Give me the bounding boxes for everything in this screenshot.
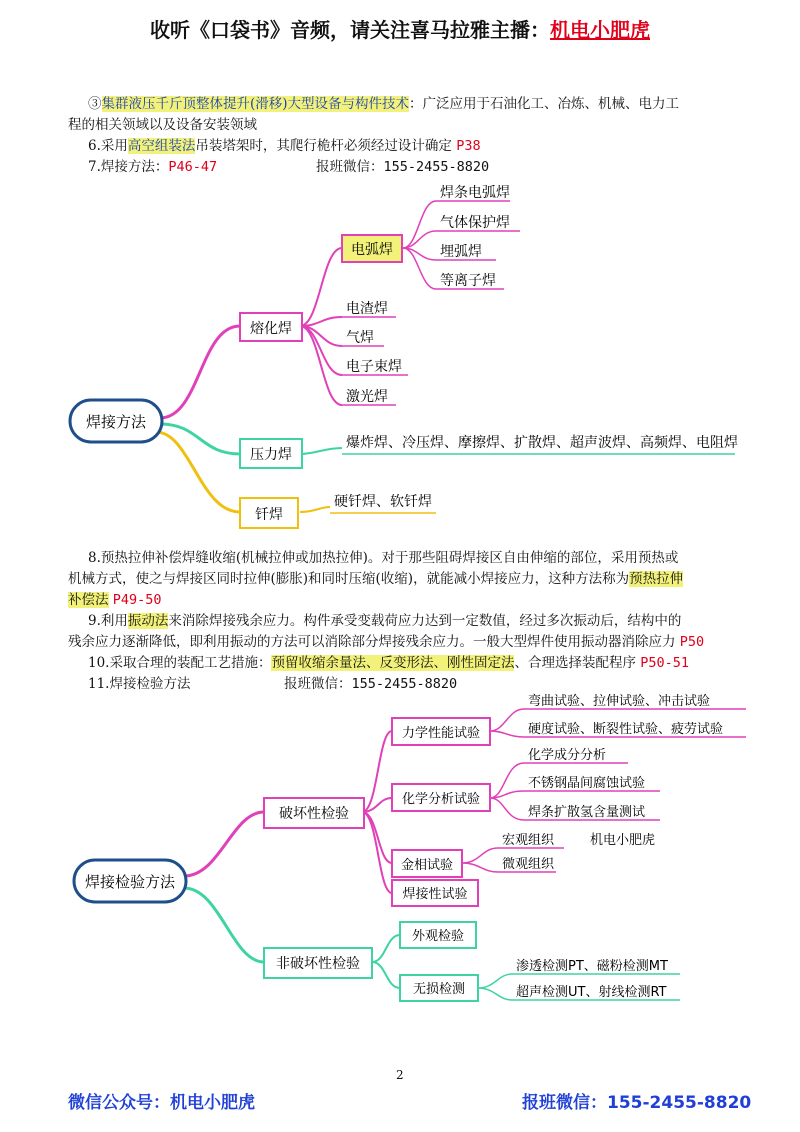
contact-11: 报班微信：155-2455-8820 [284, 676, 458, 692]
leaf: 渗透检测PT、磁粉检测MT [516, 959, 668, 974]
svg-text:金相试验: 金相试验 [400, 858, 454, 873]
contact-7: 报班微信：155-2455-8820 [316, 159, 490, 175]
leaf: 等离子焊 [440, 273, 496, 289]
pressure-items: 爆炸焊、冷压焊、摩擦焊、扩散焊、超声波焊、高频焊、电阻焊 [346, 435, 738, 451]
item-3: ③集群液压千斤顶整体提升(滑移)大型设备与构件技术：广泛应用于石油化工、冶炼、机械、电力工 [88, 96, 680, 112]
page-header: 收听《口袋书》音频，请关注喜马拉雅主播：机电小肥虎 [150, 18, 650, 42]
item-8-cont: 机械方式，使之与焊接区同时拉伸(膨胀)和同时压缩(收缩)，就能减小焊接应力，这种方法称为预热拉伸 [68, 571, 684, 587]
item-8: 8.预热拉伸补偿焊缝收缩(机械拉伸或加热拉伸)。对于那些阻碍焊接区自由伸缩的部位，采用预热或 [88, 550, 679, 566]
svg-text:钎焊: 钎焊 [255, 507, 283, 523]
leaf: 激光焊 [346, 389, 388, 405]
leaf: 埋弧焊 [440, 244, 482, 260]
svg-text:无损检测: 无损检测 [412, 982, 466, 997]
leaf: 焊条扩散氢含量测试 [528, 805, 646, 820]
inspection-mindmap [0, 690, 800, 1020]
root-label: 焊接方法 [85, 413, 147, 431]
page-number: 2 [396, 1068, 404, 1082]
watermark-note: 机电小肥虎 [590, 833, 656, 848]
leaf: 不锈钢晶间腐蚀试验 [528, 776, 646, 791]
leaf: 焊条电弧焊 [440, 185, 510, 201]
welding-mindmap [0, 176, 800, 546]
leaf: 化学成分分析 [528, 748, 607, 763]
leaf: 气体保护焊 [440, 215, 510, 231]
leaf: 硬度试验、断裂性试验、疲劳试验 [528, 722, 724, 737]
svg-text:化学分析试验: 化学分析试验 [401, 792, 481, 807]
leaf: 弯曲试验、拉伸试验、冲击试验 [528, 694, 711, 709]
item-7: 7.焊接方法：P46-47 [88, 159, 218, 175]
brazing-items: 硬钎焊、软钎焊 [334, 494, 432, 510]
item-6: 6.采用高空组装法吊装塔架时，其爬行桅杆必须经过设计确定 P38 [88, 138, 481, 154]
leaf: 电渣焊 [346, 301, 388, 317]
svg-text:电弧焊: 电弧焊 [351, 242, 393, 258]
inspect-root-label: 焊接检验方法 [84, 873, 176, 891]
leaf: 微观组织 [502, 857, 555, 872]
item-3-cont: 程的相关领域以及设备安装领域 [68, 117, 257, 133]
svg-text:压力焊: 压力焊 [250, 447, 292, 463]
item-9-cont: 残余应力逐渐降低，即利用振动的方法可以消除部分焊接残余应力。一般大型焊件使用振动器消除应力 P50 [68, 634, 705, 650]
svg-text:非破坏性检验: 非破坏性检验 [276, 956, 360, 972]
svg-text:破坏性检验: 破坏性检验 [279, 806, 349, 822]
svg-text:力学性能试验: 力学性能试验 [401, 726, 481, 741]
leaf: 宏观组织 [502, 833, 555, 848]
leaf: 气焊 [346, 330, 374, 346]
leaf: 超声检测UT、射线检测RT [516, 985, 667, 1000]
svg-text:外观检验: 外观检验 [411, 929, 465, 944]
leaf: 电子束焊 [346, 359, 402, 375]
item-8-cont2: 补偿法 P49-50 [68, 592, 162, 608]
item-9: 9.利用振动法来消除焊接残余应力。构件承受变载荷应力达到一定数值，经过多次振动后，结构中的 [88, 613, 682, 629]
svg-text:熔化焊: 熔化焊 [250, 321, 292, 337]
item-11: 11.焊接检验方法 [88, 676, 191, 692]
svg-text:焊接性试验: 焊接性试验 [402, 887, 468, 902]
footer-right: 报班微信：155-2455-8820 [522, 1093, 752, 1113]
host-name: 机电小肥虎 [550, 18, 650, 42]
item-10: 10.采取合理的装配工艺措施：预留收缩余量法、反变形法、刚性固定法、合理选择装配程序 P50-51 [88, 655, 690, 671]
footer-left: 微信公众号：机电小肥虎 [68, 1093, 255, 1113]
